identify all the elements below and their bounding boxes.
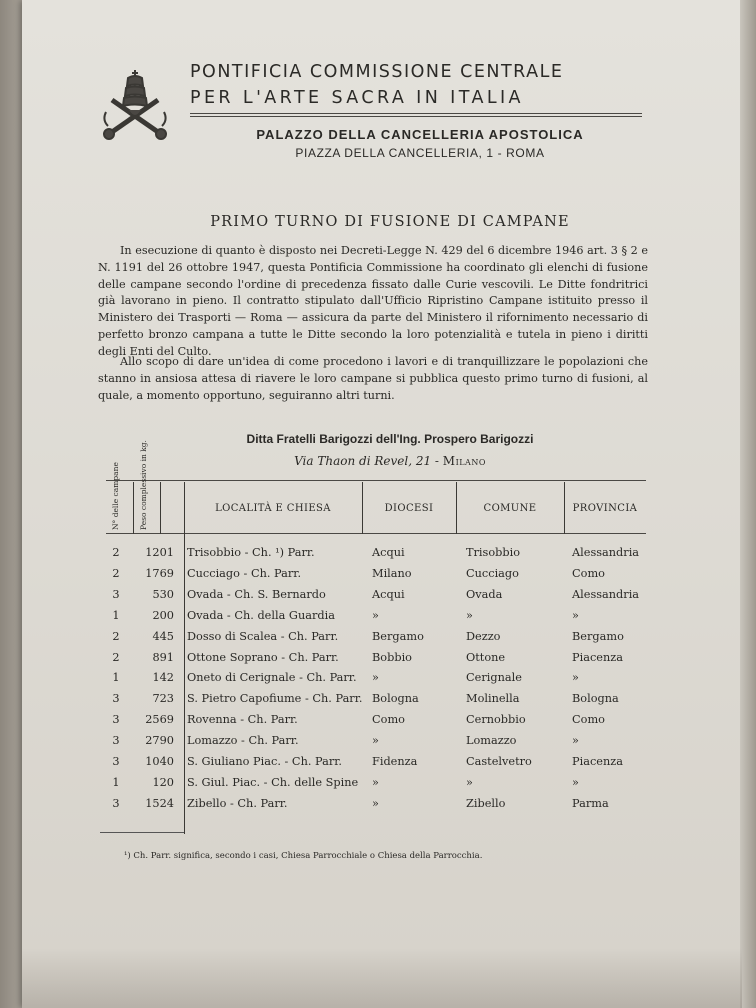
header-rule (190, 113, 642, 114)
header-rule-double (190, 116, 642, 117)
papal-emblem-icon (98, 66, 172, 142)
cell-location: Lomazzo - Ch. Parr. (187, 734, 299, 748)
cell-provincia: Como (572, 566, 605, 580)
cell-diocese: » (372, 775, 379, 789)
cell-comune: Molinella (466, 692, 520, 706)
cell-comune: Cucciago (466, 566, 519, 580)
document-title: PRIMO TURNO DI FUSIONE DI CAMPANE (210, 214, 570, 230)
cell-weight: 1769 (145, 566, 174, 580)
header-weight: Peso complessivo in kg. (139, 440, 148, 530)
cell-comune: Zibello (466, 796, 506, 810)
cell-comune: » (466, 775, 473, 789)
cell-weight: 891 (152, 650, 174, 664)
cell-diocese: Como (372, 713, 405, 727)
cell-diocese: Milano (372, 566, 412, 580)
cell-provincia: Parma (572, 796, 609, 810)
paragraph-intro: In esecuzione di quanto è disposto nei Decreti-Legge N. 429 del 6 dicembre 1946 art. 3 § 2 e N. 1191 del 26 ottobre 1947, questa Pontificia Commissione ha coordinato gli elenchi di fusione delle campane secondo l'ordine di precedenza fissato dalle Curie vescovili. Le Ditte fondritrici già lavorano in pieno. Il contratto stipulato dall'Ufficio Ripristino Campane istituito presso il Ministero dei Trasporti — Roma — assicura da parte del Ministero il rifornimento necessario di perfetto bronzo campana a tutte le Ditte secondo la loro potenzialità e tutela in pieno i diritti degli Enti del Culto. (98, 244, 648, 358)
cell-weight: 445 (152, 629, 174, 643)
cell-location: S. Pietro Capofiume - Ch. Parr. (187, 692, 363, 706)
footnote-rule (100, 832, 184, 833)
cell-location: Trisobbio - Ch. ¹) Parr. (187, 546, 315, 559)
cell-weight: 530 (152, 587, 174, 601)
stack-edge-left (0, 0, 24, 1008)
cell-count: 3 (112, 713, 120, 727)
cell-weight: 2790 (145, 734, 174, 748)
header-title-line2: PER L'ARTE SACRA IN ITALIA (190, 88, 524, 108)
cell-provincia: Bologna (572, 692, 619, 706)
cell-location: Zibello - Ch. Parr. (187, 796, 288, 810)
cell-comune: Ottone (466, 650, 506, 664)
firm-address (180, 454, 600, 468)
cell-diocese: » (372, 671, 379, 685)
header-address: PIAZZA DELLA CANCELLERIA, 1 - ROMA (295, 146, 545, 160)
cell-comune: Ovada (466, 587, 503, 601)
header-title-line1: PONTIFICIA COMMISSIONE CENTRALE (190, 62, 564, 82)
cell-diocese: » (372, 608, 379, 622)
cell-count: 2 (112, 629, 120, 643)
cell-diocese: Acqui (372, 587, 405, 601)
cell-weight: 120 (152, 775, 174, 789)
footnote: ¹) Ch. Parr. significa, secondo i casi, Chiesa Parrocchiale o Chiesa della Parrocchia. (124, 851, 483, 861)
cell-count: 3 (112, 692, 120, 706)
table-top-rule (106, 480, 646, 481)
cell-weight: 200 (152, 608, 174, 622)
cell-provincia: Piacenza (572, 755, 623, 768)
cell-weight: 1201 (145, 546, 174, 559)
firm-name: Ditta Fratelli Barigozzi dell'Ing. Prospero Barigozzi (246, 432, 534, 446)
cell-comune: Dezzo (466, 629, 501, 643)
cell-diocese: Bergamo (372, 629, 424, 643)
header-comune: COMUNE (483, 502, 537, 514)
cell-location: S. Giul. Piac. - Ch. delle Spine (187, 775, 359, 789)
header-location: LOCALITÀ E CHIESA (215, 502, 331, 514)
header-provincia: PROVINCIA (572, 502, 638, 514)
table-divider (133, 482, 134, 534)
cell-comune: » (466, 608, 473, 622)
cell-weight: 1040 (145, 755, 174, 768)
cell-provincia: » (572, 671, 579, 685)
cell-location: Dosso di Scalea - Ch. Parr. (187, 629, 339, 643)
cell-weight: 142 (152, 671, 174, 685)
cell-comune: Cerignale (466, 671, 522, 685)
cell-provincia: Bergamo (572, 629, 624, 643)
cell-weight: 723 (152, 692, 174, 706)
header-count: N° delle campane (111, 462, 120, 530)
cell-location: Cucciago - Ch. Parr. (187, 566, 302, 580)
cell-comune: Lomazzo (466, 734, 517, 748)
cell-location: Ovada - Ch. della Guardia (187, 608, 335, 622)
cell-count: 1 (112, 608, 120, 622)
cell-location: S. Giuliano Piac. - Ch. Parr. (187, 755, 343, 768)
page-shadow (22, 948, 742, 1008)
header-palace: PALAZZO DELLA CANCELLERIA APOSTOLICA (256, 127, 584, 142)
cell-count: 1 (112, 671, 120, 685)
cell-weight: 1524 (145, 796, 174, 810)
cell-provincia: » (572, 608, 579, 622)
cell-weight: 2569 (145, 713, 174, 727)
cell-count: 3 (112, 734, 120, 748)
cell-provincia: Alessandria (572, 587, 640, 601)
cell-provincia: Piacenza (572, 650, 623, 664)
cell-provincia: » (572, 775, 579, 789)
header-diocese: DIOCESI (384, 502, 434, 514)
cell-diocese: Bobbio (372, 650, 412, 664)
cell-count: 3 (112, 796, 120, 810)
cell-location: Oneto di Cerignale - Ch. Parr. (187, 671, 357, 685)
cell-count: 1 (112, 775, 120, 789)
cell-comune: Cernobbio (466, 713, 526, 727)
cell-diocese: » (372, 734, 379, 748)
paragraph-purpose: Allo scopo di dare un'idea di come procedono i lavori e di tranquillizzare le popolazioni che stanno in ansiosa attesa di riavere le loro campane si pubblica questo primo turno di fusioni, al quale, a momento opportuno, seguiranno altri turni. (98, 355, 648, 402)
table-divider (160, 482, 161, 534)
cell-diocese: Bologna (372, 692, 419, 706)
cell-count: 3 (112, 755, 120, 768)
firm-street: Via Thaon di Revel, 21 - (294, 454, 439, 468)
cell-count: 2 (112, 650, 120, 664)
cell-comune: Castelvetro (466, 755, 532, 768)
cell-diocese: » (372, 796, 379, 810)
cell-count: 2 (112, 566, 120, 580)
cell-diocese: Fidenza (372, 755, 418, 768)
cell-diocese: Acqui (372, 546, 405, 559)
cell-comune: Trisobbio (466, 546, 521, 559)
cell-location: Rovenna - Ch. Parr. (187, 713, 298, 727)
cell-location: Ottone Soprano - Ch. Parr. (187, 650, 339, 664)
cell-count: 3 (112, 587, 120, 601)
firm-city: Milano (442, 454, 486, 468)
cell-count: 2 (112, 546, 120, 559)
table-header-rule (106, 533, 646, 534)
cell-provincia: Como (572, 713, 605, 727)
cell-provincia: Alessandria (572, 546, 640, 559)
stack-edge-right (740, 0, 756, 1008)
cell-provincia: » (572, 734, 579, 748)
cell-location: Ovada - Ch. S. Bernardo (187, 587, 326, 601)
table-divider (184, 482, 185, 834)
